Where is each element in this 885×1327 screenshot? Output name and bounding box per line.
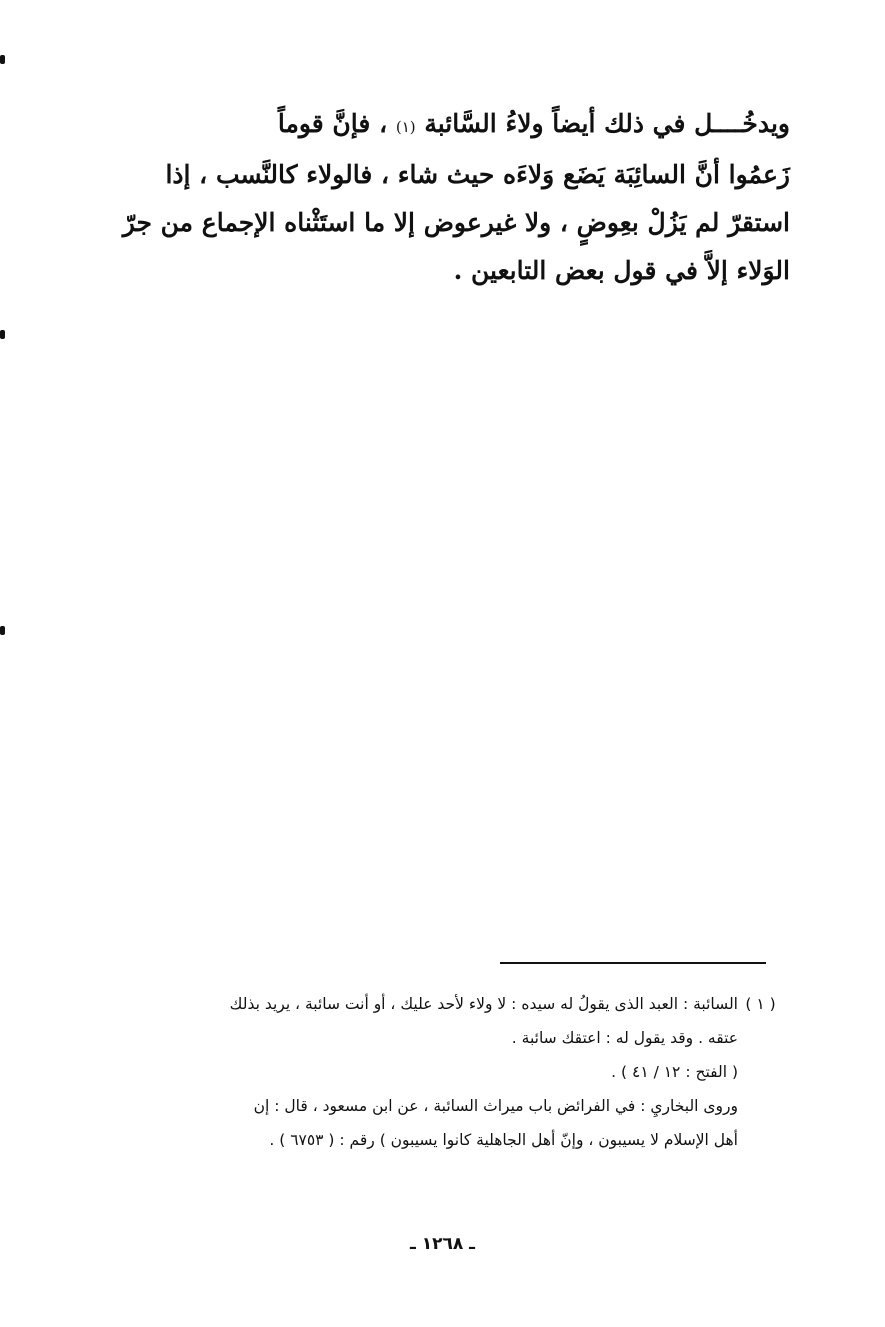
main-text-line-4: الوَلاء إلاَّ في قول بعض التابعين . <box>453 256 790 285</box>
footnote-1-text-1: السائبة : العبد الذى يقولُ له سيده : لا ولاء لأحد عليك ، أو أنت سائبة ، يريد بذلك <box>229 995 738 1013</box>
scan-mark <box>0 55 5 64</box>
footnote-1-number: ( ١ ) <box>745 995 776 1013</box>
footnote-1-line-3: ( الفتح : ١٢ / ٤١ ) . <box>611 1063 738 1081</box>
footnote-1-line-1 <box>80 987 783 1021</box>
main-text-line-1-end: ، فإنَّ قوماً <box>277 109 388 138</box>
main-text-line-1 <box>100 100 790 151</box>
footnote-reference-1: (١) <box>395 118 416 136</box>
scan-mark <box>0 330 5 339</box>
footnote-1-line-5: أهل الإسلام لا يسيبون ، وإنّ أهل الجاهلية كانوا يسيبون ) رقم : ( ٦٧٥٣ ) . <box>269 1131 738 1149</box>
main-text-line-1-start: ويدخُــــل في ذلك أيضاً ولاءُ السَّائبة <box>424 109 790 138</box>
page-number: ـ ١٢٦٨ ـ <box>410 1234 475 1254</box>
footnote-1-line-2: عتقه . وقد يقول له : اعتقك سائبة . <box>511 1029 738 1047</box>
footnote-separator <box>500 962 766 964</box>
footnote-1-line-4: وروى البخاريِ : في الفرائض باب ميراث السائبة ، عن ابن مسعود ، قال : إن <box>253 1097 738 1115</box>
footnotes-block <box>80 987 783 1157</box>
scan-mark <box>0 626 5 635</box>
main-text-block <box>100 100 790 295</box>
main-text-line-2: زَعمُوا أنَّ السائِبَة يَضَع وَلاءَه حيث شاء ، فالولاء كالنَّسب ، إذا <box>165 160 790 189</box>
main-text-line-3: استقرّ لم يَزُلْ بعِوضٍ ، ولا غيرعوض إلا ما استَثْناه الإجماع من جرّ <box>122 208 790 237</box>
